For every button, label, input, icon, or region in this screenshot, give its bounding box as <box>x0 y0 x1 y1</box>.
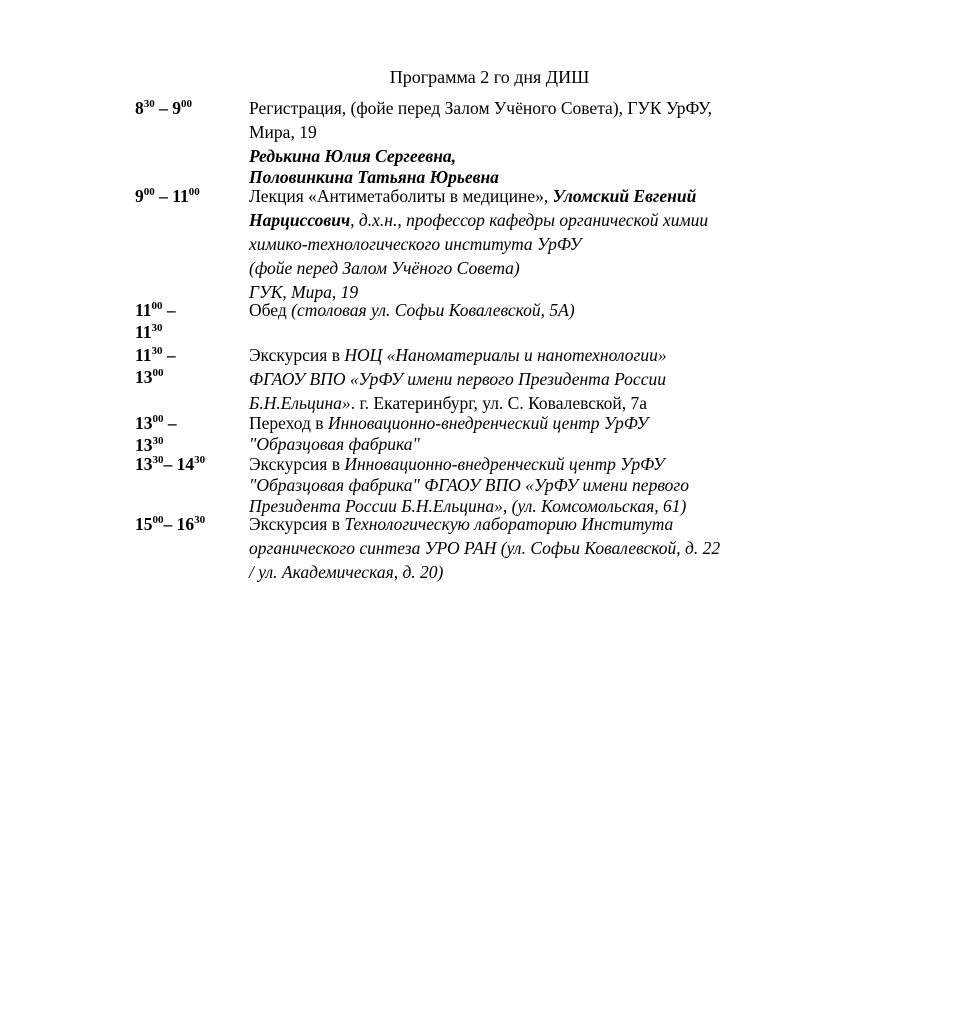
schedule-description <box>249 412 909 457</box>
text-segment: Технологическую лабораторию Института <box>344 514 674 534</box>
schedule-time: $13^{30}-$ $14^{30}$ <box>135 454 206 474</box>
description-line <box>249 412 909 433</box>
text-segment: ГУК, Мира, 19 <box>249 282 359 302</box>
description-line <box>249 368 909 392</box>
text-segment: Президента России Б.Н.Ельцина», (ул. Комсомольская, 61) <box>249 496 687 516</box>
description-line <box>249 453 909 474</box>
schedule-time: $13^{00}$ – $13^{30}$ <box>135 413 177 455</box>
description-line <box>249 561 909 585</box>
text-segment: Инновационно-внедренческий центр УрФУ <box>344 454 665 474</box>
text-segment: органического синтеза УРО РАН (ул. Софьи Ковалевской, д. 22 <box>249 538 721 558</box>
text-segment: Регистрация, (фойе перед Залом Учёного Совета), ГУК УрФУ, <box>249 98 712 118</box>
text-segment: , д.х.н., профессор кафедры органической химии <box>350 210 709 230</box>
schedule-description <box>249 344 909 416</box>
text-segment: "Образцовая фабрика" <box>249 434 420 454</box>
description-line <box>249 513 909 537</box>
text-segment: Переход в <box>249 413 328 433</box>
schedule-description <box>249 513 909 585</box>
description-line <box>249 344 909 368</box>
page-title: Программа 2 го дня ДИШ <box>389 67 590 87</box>
text-segment: Мира, 19 <box>249 122 317 142</box>
text-segment: Экскурсия в <box>249 514 345 534</box>
description-line <box>249 209 909 233</box>
description-line <box>249 299 909 323</box>
text-segment: Лекция «Антиметаболиты в медицине», <box>249 186 553 206</box>
text-segment: Экскурсия в <box>249 345 345 365</box>
text-segment: Инновационно-внедренческий центр УрФУ <box>327 413 649 433</box>
description-line <box>249 233 909 257</box>
text-segment: Редькина Юлия Сергеевна, <box>249 146 457 166</box>
description-line <box>249 97 909 121</box>
text-segment: / ул. Академическая, д. 20) <box>249 562 444 582</box>
schedule-time: $11^{00}$ – $11^{30}$ <box>135 300 176 342</box>
schedule-time: $8^{30} - 9^{00}$ <box>135 98 192 118</box>
text-segment: (столовая ул. Софьи Ковалевской, 5А) <box>291 300 575 320</box>
description-line <box>249 474 909 495</box>
text-segment: (фойе перед Залом Учёного Совета) <box>249 258 520 278</box>
text-segment: "Образцовая фабрика" ФГАОУ ВПО «УрФУ имени первого <box>249 475 690 495</box>
description-line <box>249 185 909 209</box>
schedule-description <box>249 185 909 305</box>
schedule-description <box>249 453 909 519</box>
schedule-time: $15^{00}-$ $16^{30}$ <box>135 514 206 534</box>
description-line <box>249 257 909 281</box>
text-segment: Уломский Евгений <box>552 186 697 206</box>
schedule-description <box>249 97 909 190</box>
text-segment: Нарциссович <box>249 210 351 230</box>
description-line <box>249 121 909 145</box>
description-line <box>249 145 909 166</box>
description-line <box>249 537 909 561</box>
schedule-time: $9^{00} - 11^{00}$ <box>135 186 200 206</box>
text-segment: ФГАОУ ВПО «УрФУ имени первого Президента России <box>249 369 666 389</box>
schedule-description <box>249 299 909 323</box>
text-segment: . г. Екатеринбург, ул. С. Ковалевской, 7а <box>350 393 648 413</box>
text-segment: химико-технологического института УрФУ <box>249 234 582 254</box>
text-segment: Обед <box>249 300 292 320</box>
text-segment: Б.Н.Ельцина» <box>249 393 351 413</box>
text-segment: Половинкина Татьяна Юрьевна <box>249 167 499 187</box>
text-segment: Экскурсия в <box>249 454 345 474</box>
text-segment: НОЦ «Наноматериалы и нанотехнологии» <box>344 345 667 365</box>
schedule-time: $11^{30}$ – $13^{00}$ <box>135 345 176 387</box>
